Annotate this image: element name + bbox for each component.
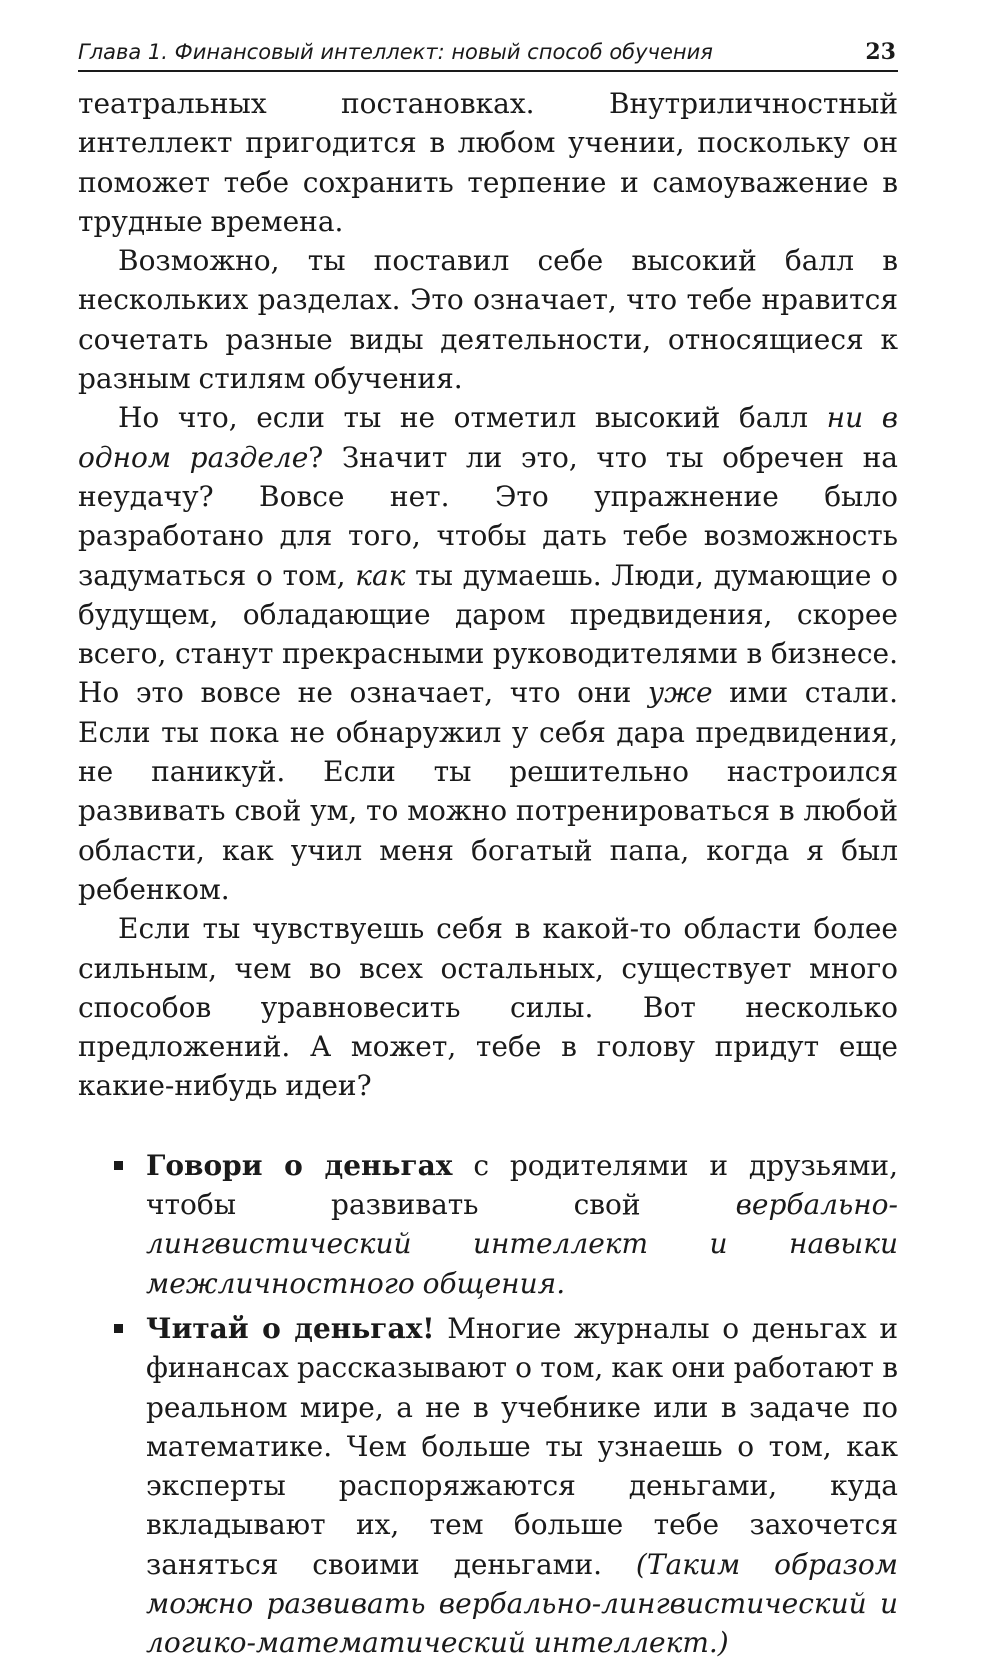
list-item: [78, 1309, 898, 1663]
paragraph-3-text: ты думаешь. Люди, думающие о будущем, обладающие даром предвидения, скорее всего, станут прекрасными руководителями в бизнесе. Но это вовсе не означает, что они: [78, 558, 898, 710]
page-number: 23: [865, 39, 896, 65]
bullet-list: [78, 1146, 898, 1663]
chapter-title: Глава 1. Финансовый интеллект: новый способ обучения: [78, 40, 713, 64]
emphasis-text: уже: [647, 676, 713, 710]
bullet-italic-text: вербально-лингвистический интеллект и навыки межличностного общения.: [146, 1188, 898, 1300]
paragraph-3-text: ими стали. Если ты пока не обнаружил у себя дара предвидения, не паникуй. Если ты решительно настроился развивать свой ум, то можно потренироваться в любой области, как учил меня богатый папа, когда я был ребенком.: [78, 676, 898, 906]
book-page: [78, 38, 898, 1663]
paragraph-2: Возможно, ты поставил себе высокий балл в нескольких разделах. Это означает, что тебе нравится сочетать разные виды деятельности, относящиеся к разным стилям обучения.: [78, 244, 898, 396]
bullet-heading: Читай о деньгах!: [146, 1311, 435, 1345]
paragraph-4: Если ты чувствуешь себя в какой-то области более сильным, чем во всех остальных, существует много способов уравновесить силы. Вот несколько предложений. А может, тебе в голову придут еще какие-нибудь идеи?: [78, 912, 898, 1103]
bullet-text: Многие журналы о деньгах и финансах рассказывают о том, как они работают в реальном мире, а не в учебнике или в задаче по математике. Чем больше ты узнаешь о том, как эксперты распоряжаются деньгами, куда вкладывают их, тем больше тебе захочется заняться своими деньгами.: [146, 1311, 898, 1581]
emphasis-text: ни в одном разделе: [78, 401, 898, 474]
square-bullet-icon: [114, 1324, 123, 1333]
body-text: [78, 84, 898, 1663]
paragraph-3-text: ? Значит ли это, что ты обречен на неудачу? Вовсе нет. Это упражнение было разработано для того, чтобы дать тебе возможность задуматься о том,: [78, 440, 898, 592]
bullet-text: с родителями и друзьями, чтобы развивать свой: [146, 1148, 898, 1222]
running-header: [78, 38, 898, 72]
paragraph-1: театральных постановках. Внутриличностный интеллект пригодится в любом учении, поскольку он поможет тебе сохранить терпение и самоуважение в трудные времена.: [78, 87, 898, 238]
square-bullet-icon: [114, 1161, 123, 1170]
paragraph-3: [78, 398, 898, 909]
list-item: [78, 1146, 898, 1303]
bullet-italic-text: (Таким образом можно развивать вербально-лингвистический и логико-математический интеллект.): [146, 1547, 898, 1660]
emphasis-text: как: [355, 558, 406, 592]
paragraph-3-text: Но что, если ты не отметил высокий балл: [118, 401, 827, 435]
bullet-heading: Говори о деньгах: [146, 1148, 453, 1182]
